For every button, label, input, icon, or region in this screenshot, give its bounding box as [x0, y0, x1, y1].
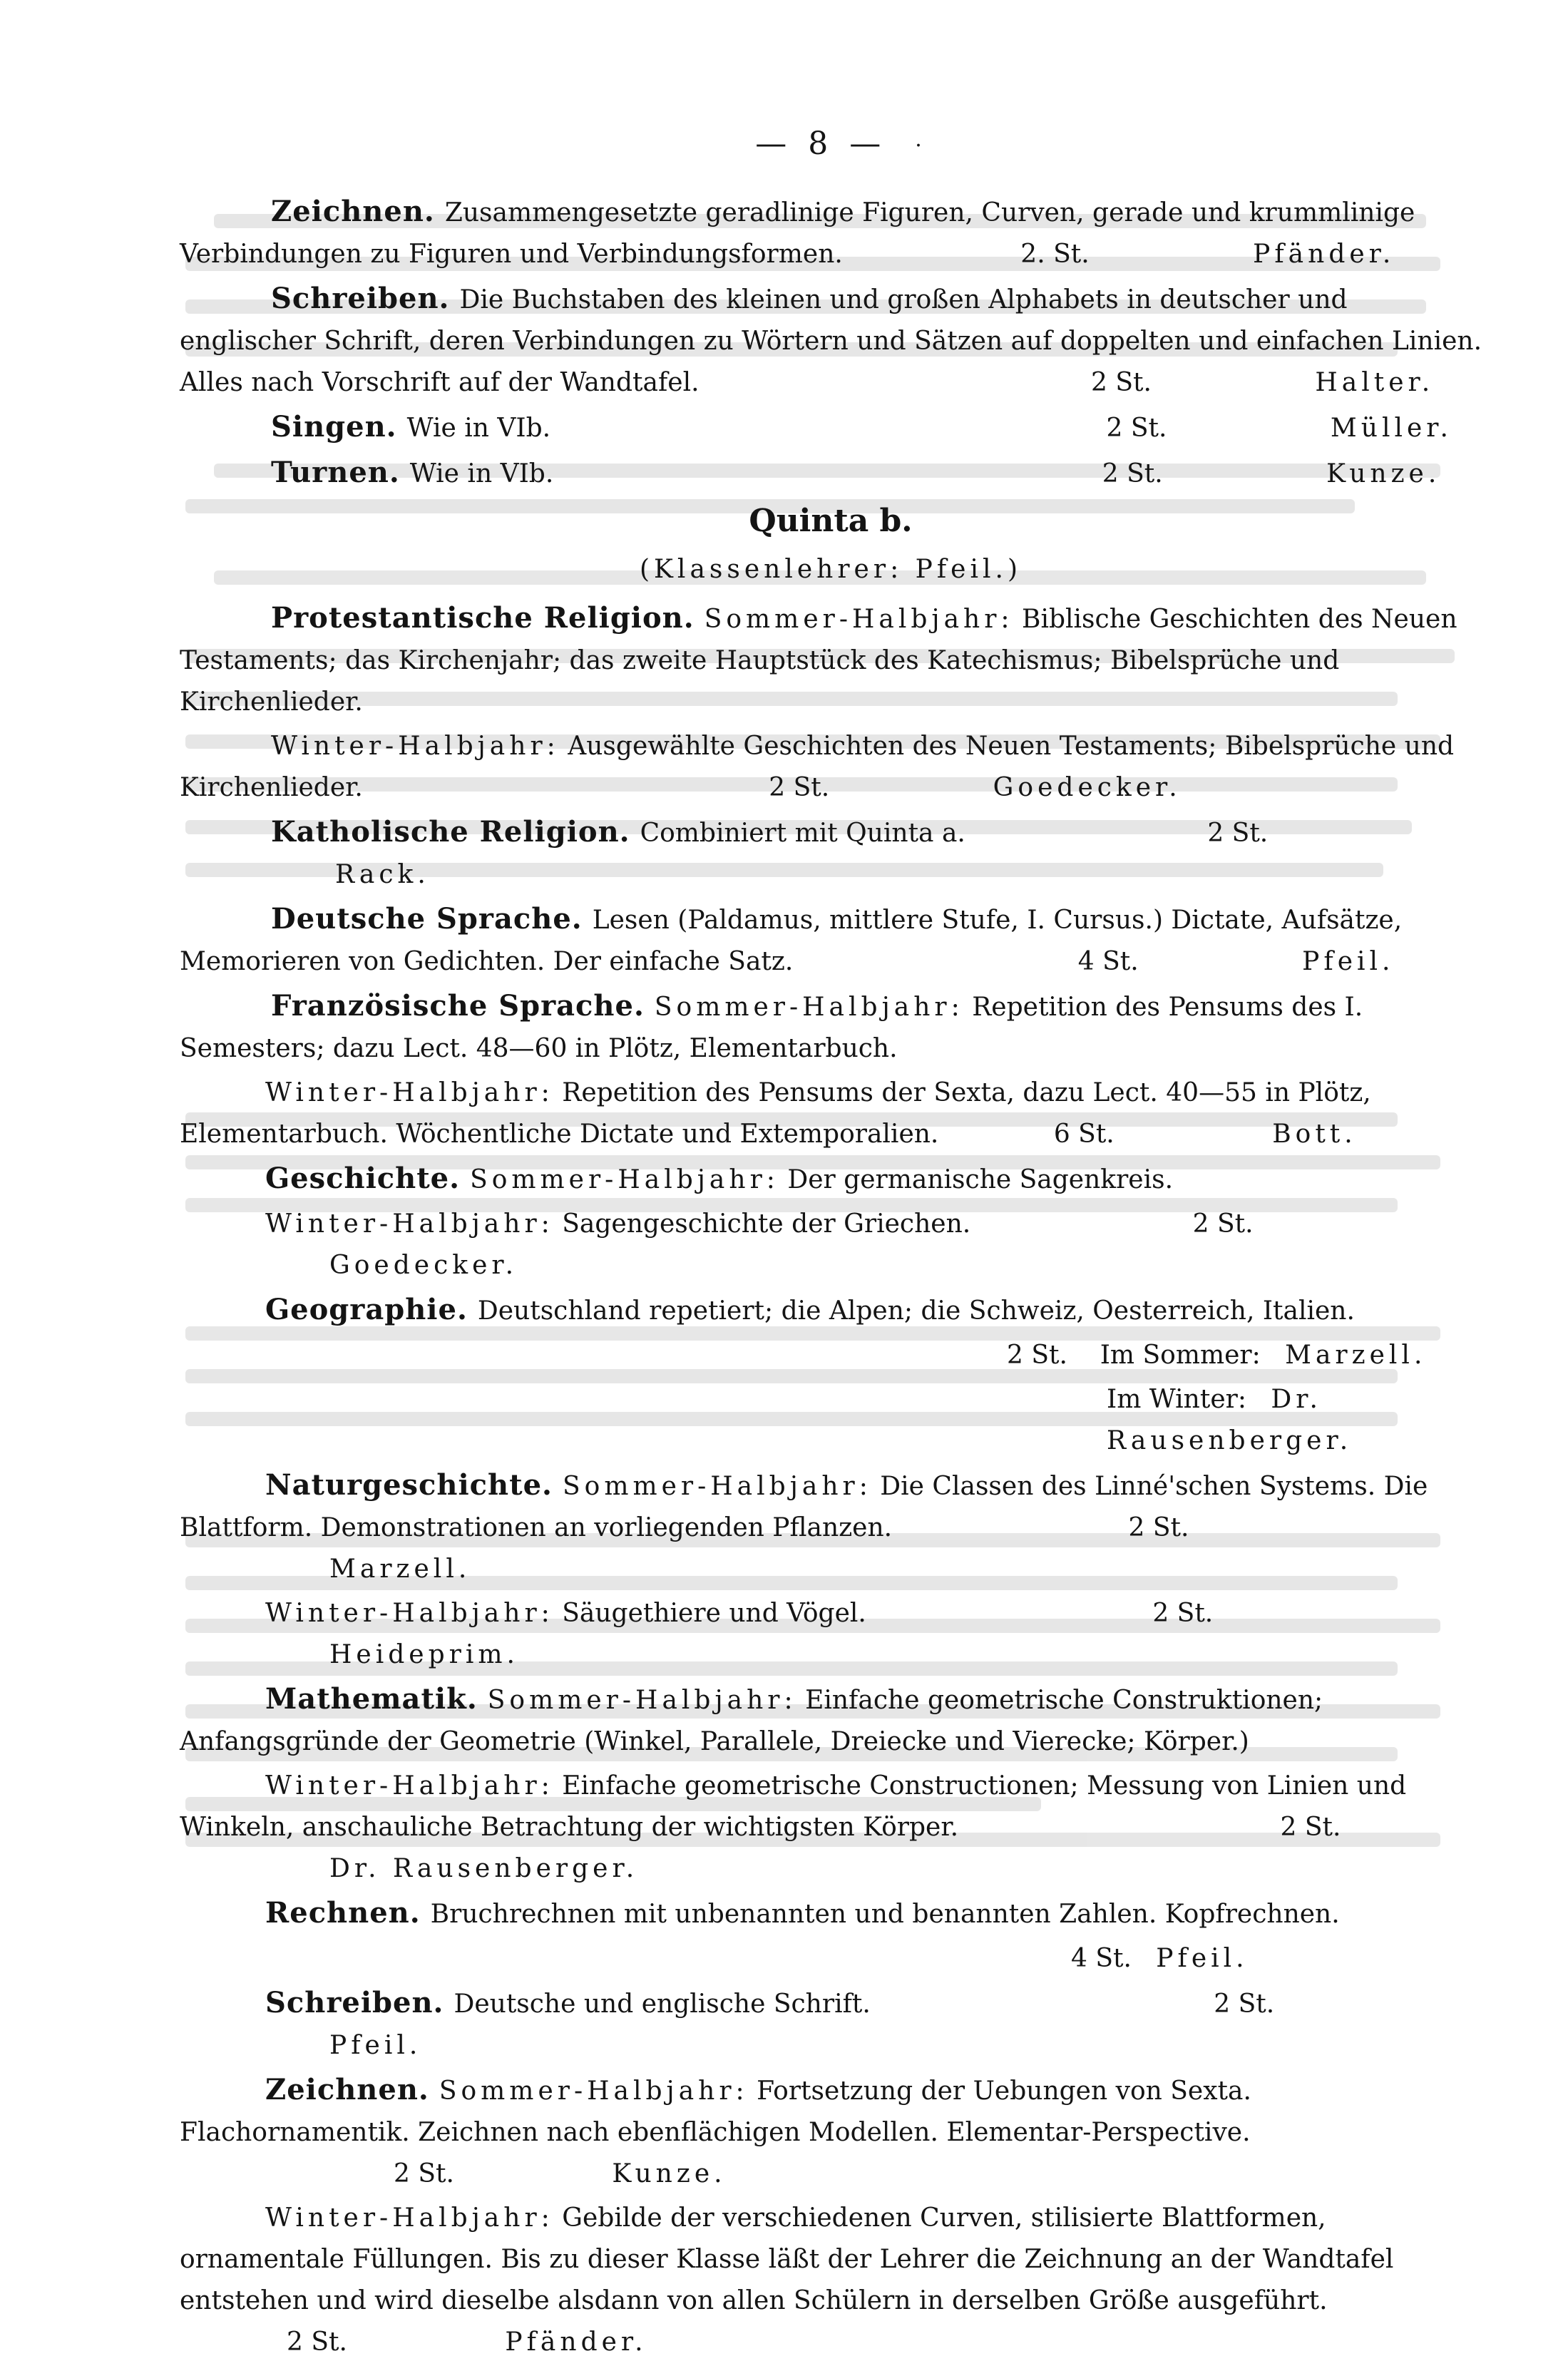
section-rechnen	[180, 1893, 1482, 1935]
section-protestantische-religion	[180, 598, 1482, 723]
winter-text-religion: Ausgewählte Geschichten des Neuen Testaments; Bibelsprüche und Kirchenlieder.	[180, 732, 1455, 802]
page-number	[0, 126, 1568, 162]
hours-schreiben-quinta: 2 St.	[1214, 1989, 1275, 2019]
text-rechnen: Bruchrechnen mit unbenannten und benannten Zahlen. Kopfrechnen.	[430, 1900, 1340, 1929]
document-body	[180, 191, 1482, 2366]
winter-text-geschichte: Sagengeschichte der Griechen.	[562, 1209, 971, 1239]
winter-label-zeichnen-quinta: Winter-Halbjahr:	[265, 2203, 554, 2233]
text-geographie: Deutschland repetiert; die Alpen; die Schweiz, Oesterreich, Italien.	[477, 1296, 1355, 1326]
geographie-summer-line	[180, 1335, 1482, 1376]
winter-label-geschichte: Winter-Halbjahr:	[265, 1209, 554, 1239]
teacher-zeichnen: Pfänder.	[1253, 240, 1395, 269]
teacher-schreiben: Halter.	[1315, 368, 1435, 397]
heading-zeichnen-quinta: Zeichnen.	[265, 2073, 429, 2106]
heading-franzoesische-sprache: Französische Sprache.	[271, 989, 645, 1023]
section-franzoesische-sprache	[180, 985, 1482, 1070]
winter-religion	[180, 726, 1482, 809]
summer-text-geschichte: Der germanische Sagenkreis.	[787, 1165, 1174, 1194]
summer-text-zeichnen-quinta: Fortsetzung der Uebungen von Sexta. Flachornamentik. Zeichnen nach ebenflächigen Modellen. Elementar-Perspective.	[180, 2076, 1251, 2147]
class-title: Quinta b.	[749, 503, 913, 539]
winter-text-mathematik: Einfache geometrische Constructionen; Messung von Linien und Winkeln, anschauliche Betrachtung der wichtigsten Körper.	[180, 1771, 1407, 1842]
summer-hours-zeichnen-quinta: 2 St.	[394, 2159, 454, 2188]
winter-text-zeichnen-quinta: Gebilde der verschiedenen Curven, stilisierte Blattformen, ornamentale Füllungen. Bis zu dieser Klasse läßt der Lehrer die Zeichnung an der Wandtafel entstehen und wird dieselbe alsdann von allen Schülern in derselben Größe ausgeführt.	[180, 2203, 1394, 2315]
winter-hours-naturgeschichte: 2 St.	[1152, 1599, 1214, 1628]
text-schreiben: Die Buchstaben des kleinen und großen Alphabets in deutscher und englischer Schrift, deren Verbindungen zu Wörtern und Sätzen auf doppelten und einfachen Linien. Alles nach Vorschrift auf der Wandtafel.	[180, 285, 1482, 397]
class-teacher: (Klassenlehrer: Pfeil.)	[639, 555, 1023, 584]
teacher-schreiben-quinta: Pfeil.	[329, 2031, 422, 2060]
summer-text-mathematik: Einfache geometrische Construktionen; Anfangsgründe der Geometrie (Winkel, Parallele, Dreiecke und Vierecke; Körper.)	[180, 1686, 1323, 1756]
winter-text-franzoesisch: Repetition des Pensums der Sexta, dazu Lect. 40—55 in Plötz, Elementarbuch. Wöchentliche Dictate und Extemporalien.	[180, 1078, 1371, 1149]
hours-franzoesisch: 6 St.	[1053, 1120, 1114, 1149]
hours-schreiben: 2 St.	[1091, 368, 1152, 397]
hours-geographie: 2 St.	[1007, 1341, 1067, 1370]
hours-katholische-religion: 2 St.	[1207, 819, 1269, 848]
winter-teacher-geographie: Dr. Rausenberger.	[1107, 1385, 1353, 1455]
section-geographie	[180, 1289, 1482, 1332]
section-turnen	[180, 452, 1482, 495]
heading-naturgeschichte: Naturgeschichte.	[265, 1468, 553, 1502]
winter-teacher-zeichnen-quinta: Pfänder.	[505, 2327, 647, 2357]
summer-label-geschichte: Sommer-Halbjahr:	[470, 1165, 779, 1194]
winter-mathematik	[180, 1766, 1482, 1890]
heading-rechnen: Rechnen.	[265, 1896, 421, 1930]
section-zeichnen-quinta	[180, 2069, 1482, 2195]
teacher-deutsche-sprache: Pfeil.	[1302, 947, 1395, 976]
hours-singen: 2 St.	[1106, 414, 1167, 443]
summer-text-franzoesisch: Repetition des Pensums des I. Semesters; dazu Lect. 48—60 in Plötz, Elementarbuch.	[180, 993, 1363, 1063]
winter-franzoesisch	[180, 1072, 1482, 1155]
text-zeichnen: Zusammengesetzte geradlinige Figuren, Curven, gerade und krummlinige Verbindungen zu Figuren und Verbindungsformen.	[180, 198, 1415, 269]
hours-turnen: 2 St.	[1102, 459, 1163, 488]
winter-geographie: Im Winter:	[1107, 1385, 1246, 1414]
summer-label-naturgeschichte: Sommer-Halbjahr:	[562, 1472, 872, 1501]
heading-schreiben: Schreiben.	[271, 282, 450, 315]
winter-teacher-naturgeschichte: Heideprim.	[329, 1640, 519, 1669]
hours-zeichnen: 2. St.	[1020, 240, 1090, 269]
summer-text-naturgeschichte: Die Classen des Linné'schen Systems. Die Blattform. Demonstrationen an vorliegenden Pflanzen.	[180, 1472, 1428, 1542]
heading-singen: Singen.	[271, 410, 397, 444]
hours-geschichte: 2 St.	[1192, 1209, 1254, 1239]
teacher-singen: Müller.	[1330, 414, 1452, 443]
heading-schreiben-quinta: Schreiben.	[265, 1986, 444, 2019]
winter-zeichnen-quinta	[180, 2198, 1482, 2363]
page-dot: ·	[915, 133, 928, 158]
heading-turnen: Turnen.	[271, 456, 400, 489]
summer-label-religion: Sommer-Halbjahr:	[704, 605, 1014, 634]
teacher-franzoesisch: Bott.	[1272, 1120, 1357, 1149]
teacher-mathematik: Dr. Rausenberger.	[329, 1854, 639, 1883]
hours-rechnen: 4 St.	[1071, 1944, 1132, 1973]
summer-teacher-zeichnen-quinta: Kunze.	[612, 2159, 727, 2188]
text-singen: Wie in VIb.	[406, 414, 551, 443]
winter-label-mathematik: Winter-Halbjahr:	[265, 1771, 554, 1801]
winter-label-naturgeschichte: Winter-Halbjahr:	[265, 1599, 554, 1628]
heading-katholische-religion: Katholische Religion.	[271, 815, 630, 849]
summer-hours-naturgeschichte: 2 St.	[1128, 1513, 1189, 1542]
geographie-winter-line	[180, 1379, 1482, 1462]
text-deutsche-sprache: Lesen (Paldamus, mittlere Stufe, I. Cursus.) Dictate, Aufsätze, Memorieren von Gedichten. Der einfache Satz.	[180, 906, 1403, 976]
winter-text-naturgeschichte: Säugethiere und Vögel.	[562, 1599, 866, 1628]
teacher-rechnen: Pfeil.	[1156, 1944, 1249, 1973]
summer-label-zeichnen-quinta: Sommer-Halbjahr:	[439, 2076, 749, 2106]
section-deutsche-sprache	[180, 898, 1482, 983]
summer-label-franzoesisch: Sommer-Halbjahr:	[654, 993, 964, 1022]
heading-zeichnen: Zeichnen.	[271, 195, 435, 228]
page-number-text: — 8 —	[755, 126, 887, 162]
summer-label-mathematik: Sommer-Halbjahr:	[487, 1686, 797, 1715]
section-geschichte	[180, 1158, 1482, 1201]
section-schreiben	[180, 278, 1482, 404]
section-katholische-religion	[180, 811, 1482, 896]
heading-protestantische-religion: Protestantische Religion.	[271, 601, 695, 635]
section-zeichnen	[180, 191, 1482, 275]
rechnen-hours-line	[180, 1938, 1482, 1980]
text-katholische-religion: Combiniert mit Quinta a.	[640, 819, 965, 848]
heading-mathematik: Mathematik.	[265, 1682, 478, 1716]
text-turnen: Wie in VIb.	[409, 459, 554, 488]
winter-naturgeschichte	[180, 1593, 1482, 1676]
teacher-religion: Goedecker.	[993, 773, 1182, 802]
heading-geschichte: Geschichte.	[265, 1162, 461, 1195]
teacher-katholische-religion: Rack.	[335, 860, 430, 889]
summer-teacher-geographie: Marzell.	[1285, 1341, 1427, 1370]
hours-deutsche-sprache: 4 St.	[1077, 947, 1139, 976]
summer-teacher-naturgeschichte: Marzell.	[329, 1555, 471, 1584]
hours-mathematik: 2 St.	[1280, 1813, 1341, 1842]
heading-deutsche-sprache: Deutsche Sprache.	[271, 902, 583, 936]
hours-religion: 2 St.	[769, 773, 830, 802]
text-schreiben-quinta: Deutsche und englische Schrift.	[454, 1989, 871, 2019]
winter-geschichte	[180, 1204, 1482, 1286]
winter-hours-zeichnen-quinta: 2 St.	[287, 2327, 347, 2357]
teacher-turnen: Kunze.	[1326, 459, 1441, 488]
section-mathematik	[180, 1679, 1482, 1763]
winter-label-religion: Winter-Halbjahr:	[271, 732, 560, 761]
winter-label-franzoesisch: Winter-Halbjahr:	[265, 1078, 554, 1107]
section-singen	[180, 406, 1482, 449]
section-schreiben-quinta	[180, 1982, 1482, 2067]
summer-text-religion: Biblische Geschichten des Neuen Testaments; das Kirchenjahr; das zweite Hauptstück des Katechismus; Bibelsprüche und Kirchenlieder.	[180, 605, 1457, 717]
summer-geographie: Im Sommer:	[1100, 1341, 1261, 1370]
section-naturgeschichte	[180, 1465, 1482, 1590]
heading-geographie: Geographie.	[265, 1293, 468, 1326]
teacher-geschichte: Goedecker.	[329, 1251, 518, 1280]
